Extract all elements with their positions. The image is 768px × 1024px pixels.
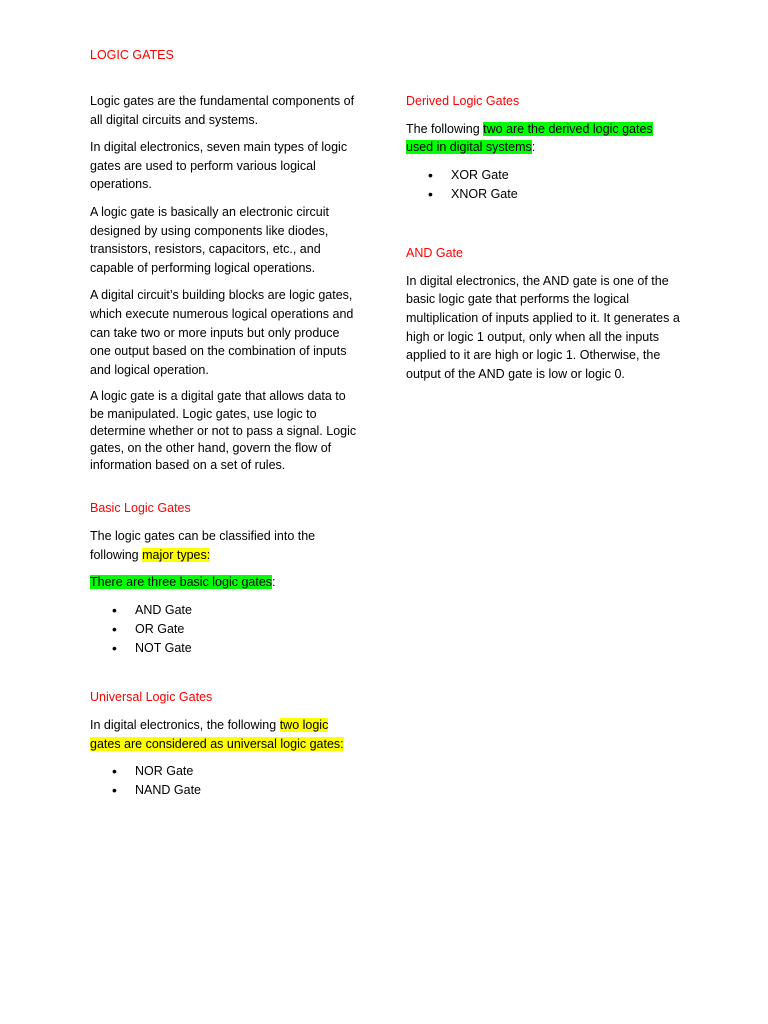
bullet-icon: •	[428, 166, 433, 183]
list-item	[90, 781, 362, 800]
universal-gates-list	[90, 762, 362, 800]
intro-paragraph-2: In digital electronics, seven main types of logic gates are used to perform various logical operations.	[90, 140, 348, 192]
basic-classify-paragraph	[90, 527, 362, 564]
bullet-icon: •	[112, 763, 117, 780]
basic-three-suffix: :	[272, 575, 276, 590]
universal-text: In digital electronics, the following	[90, 717, 280, 732]
derived-paragraph	[406, 120, 681, 157]
derived-highlight: two are the derived logic gates used in digital systems	[406, 121, 653, 155]
basic-logic-gates-heading: Basic Logic Gates	[90, 501, 191, 516]
basic-gates-list	[90, 601, 362, 659]
list-item-label: NOR Gate	[135, 764, 194, 779]
derived-prefix: The following	[406, 121, 484, 136]
intro-paragraph-1: Logic gates are the fundamental components of all digital circuits and systems.	[90, 94, 355, 127]
list-item	[90, 762, 362, 781]
bullet-icon: •	[112, 640, 117, 657]
universal-highlight: two logic gates are considered as universal logic gates:	[90, 717, 344, 751]
right-column	[406, 92, 681, 392]
bullet-icon: •	[428, 185, 433, 202]
bullet-icon: •	[112, 620, 117, 637]
basic-classify-text: The logic gates can be classified into the following	[90, 528, 316, 562]
universal-paragraph	[90, 716, 362, 753]
bullet-icon: •	[112, 601, 117, 618]
and-gate-paragraph: In digital electronics, the AND gate is one of the basic logic gate that performs the logical multiplication of inputs applied to it. It generates a high or logic 1 output, only when all the inputs applied to it are high or logic 1. Otherwise, the output of the AND gate is low or logic 0.	[406, 273, 680, 381]
intro-paragraph-5: A logic gate is a digital gate that allows data to be manipulated. Logic gates, use logic to determine whether or not to pass a signal. Logic gates, on the other hand, govern the flow of information based on a set of rules.	[90, 389, 357, 473]
bullet-icon: •	[112, 782, 117, 799]
list-item-label: XNOR Gate	[451, 186, 518, 201]
left-column	[90, 92, 362, 801]
and-gate-heading: AND Gate	[406, 246, 463, 261]
list-item	[90, 601, 362, 620]
list-item-label: AND Gate	[135, 602, 192, 617]
list-item	[90, 620, 362, 639]
list-item-label: NAND Gate	[135, 783, 201, 798]
page-title: LOGIC GATES	[90, 48, 174, 62]
list-item	[90, 639, 362, 658]
list-item-label: NOT Gate	[135, 641, 192, 656]
basic-three-paragraph	[90, 573, 362, 592]
basic-classify-highlight: major types:	[142, 547, 211, 562]
derived-logic-gates-heading: Derived Logic Gates	[406, 94, 520, 108]
derived-gates-list	[406, 166, 681, 204]
universal-logic-gates-heading: Universal Logic Gates	[90, 690, 213, 705]
list-item	[406, 166, 681, 185]
list-item	[406, 185, 681, 204]
list-item-label: XOR Gate	[451, 167, 509, 182]
basic-three-highlight: There are three basic logic gates	[90, 575, 273, 590]
list-item-label: OR Gate	[135, 621, 185, 636]
derived-suffix: :	[531, 140, 536, 155]
intro-paragraph-3: A logic gate is basically an electronic circuit designed by using components like diodes, transistors, resistors, capacitors, etc., and capable of performing logical operations.	[90, 204, 330, 275]
intro-paragraph-4: A digital circuit’s building blocks are logic gates, which execute numerous logical operations and can take two or more inputs but only produce one output based on the combination of inputs and logical operation.	[90, 288, 354, 377]
